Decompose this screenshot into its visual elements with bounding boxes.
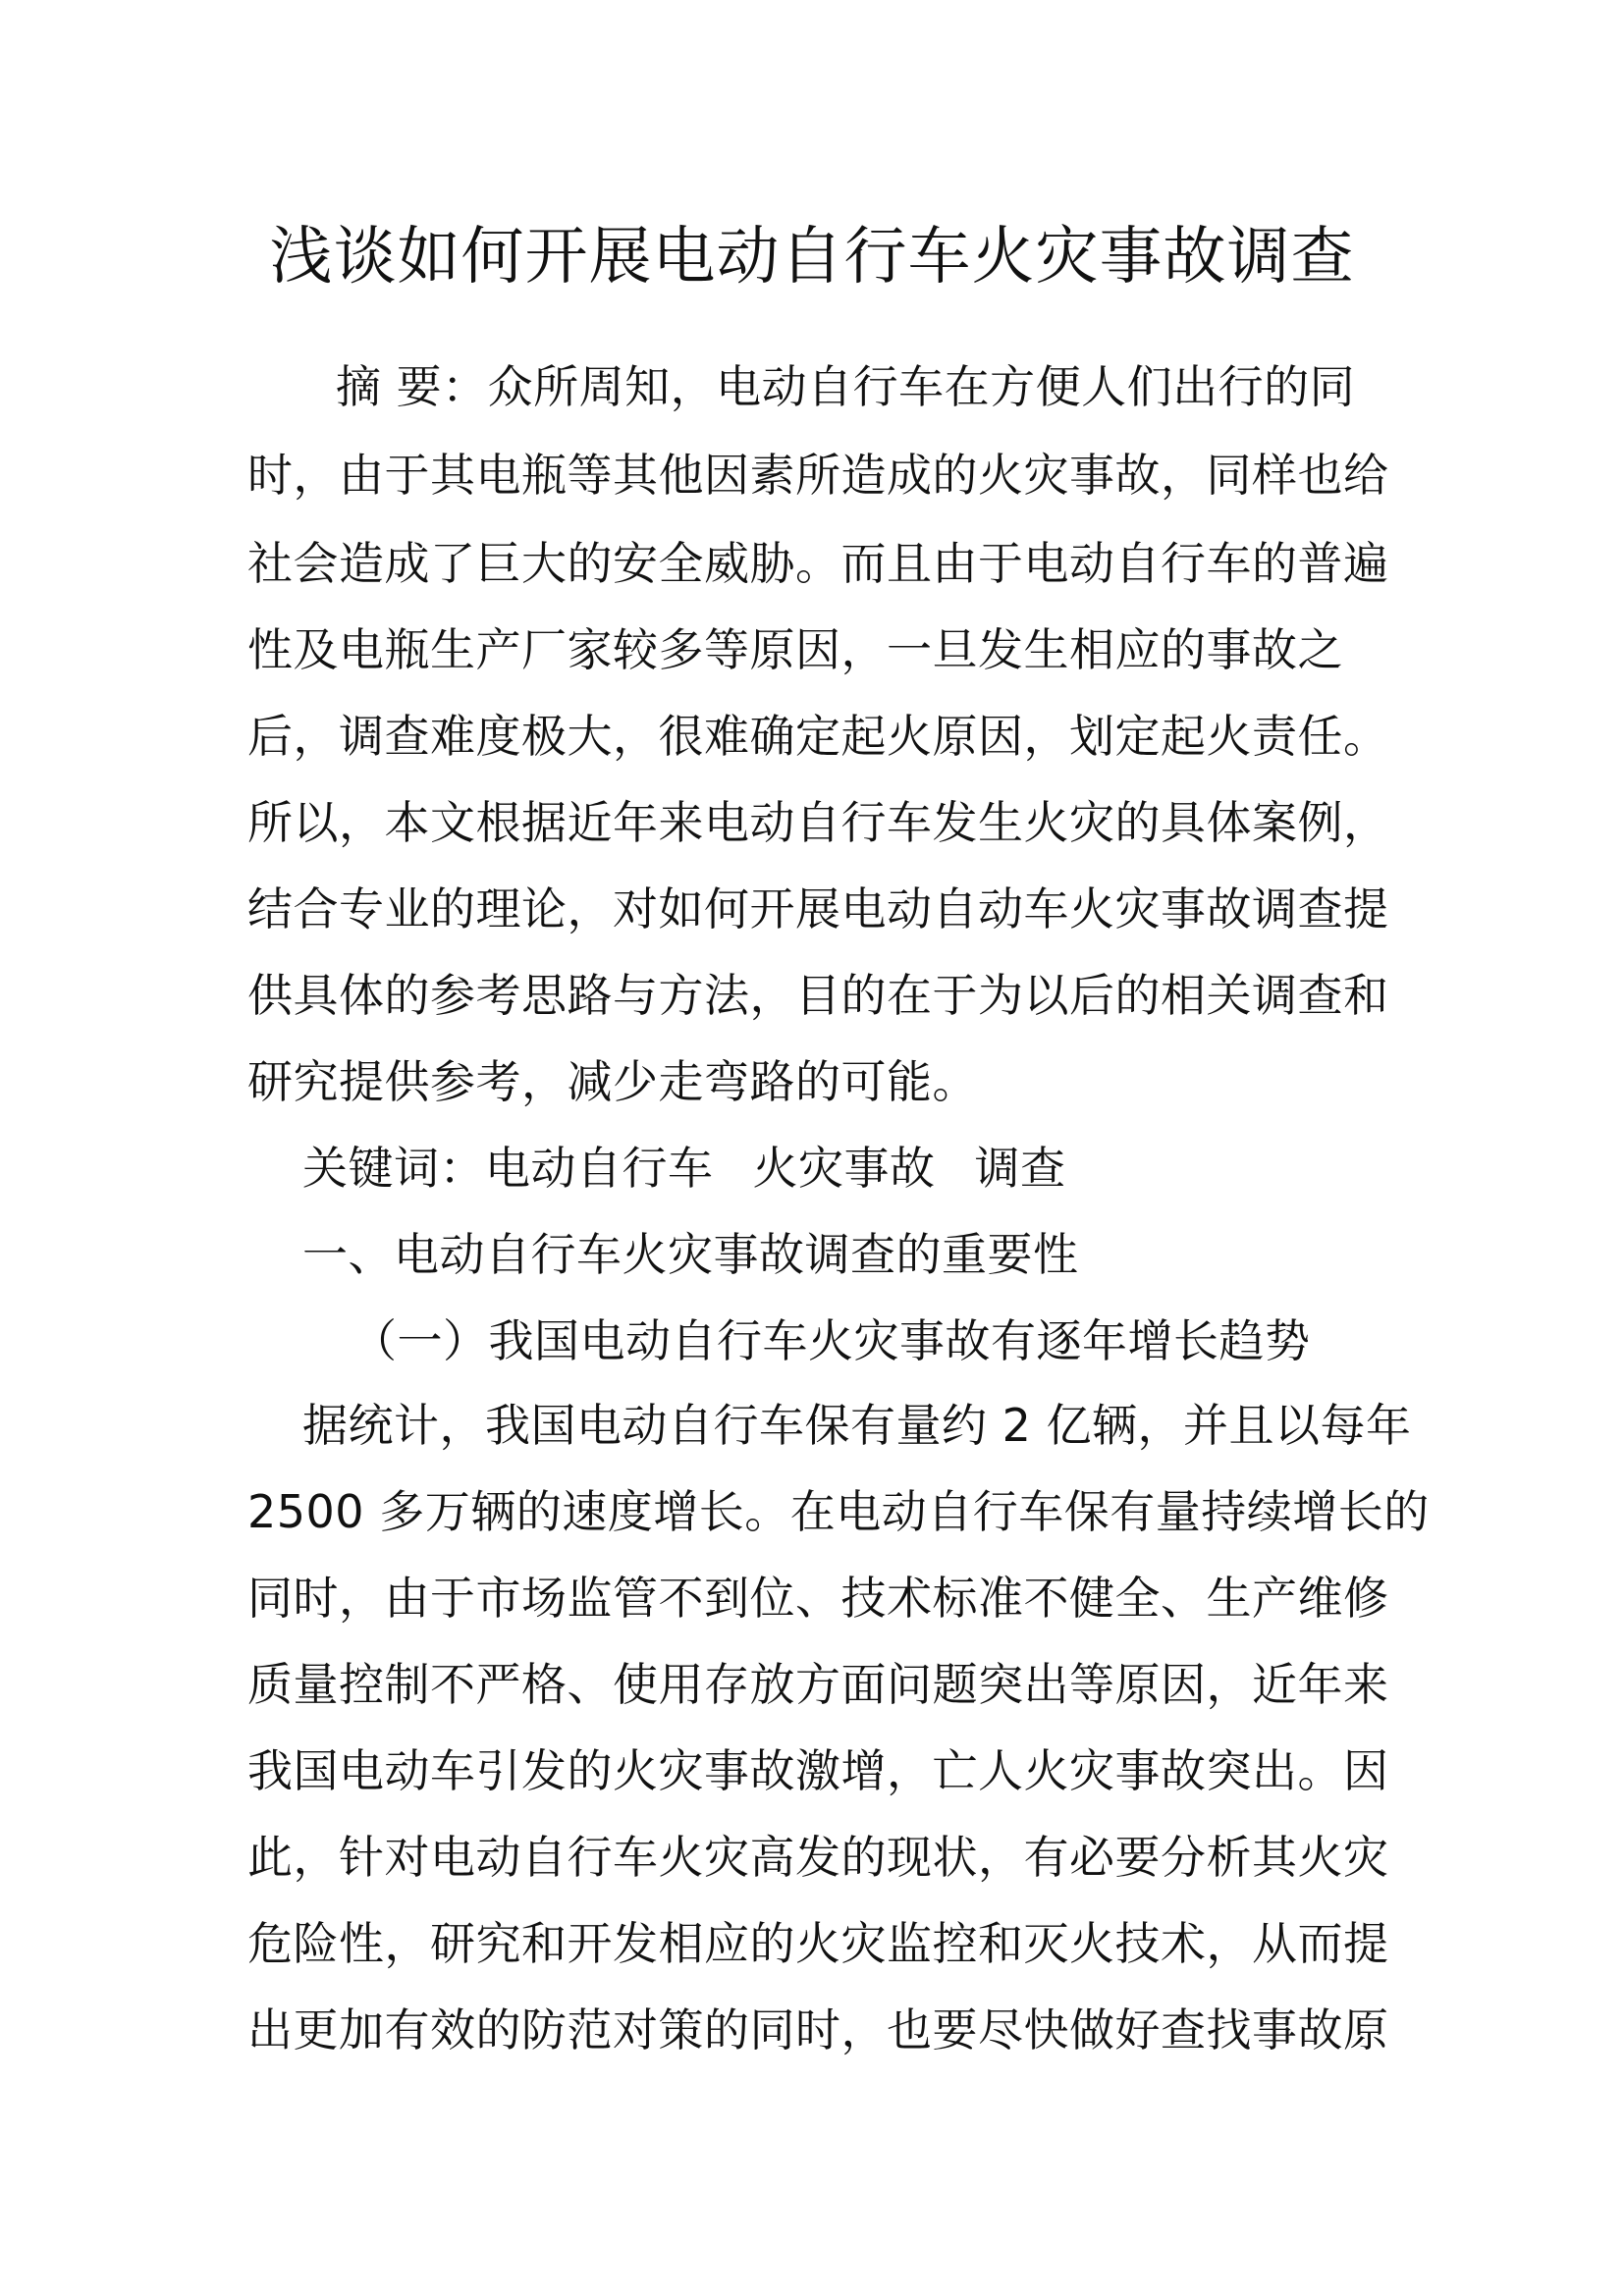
body-line-4: 质量控制不严格、使用存放方面问题突出等原因，近年来 [247, 1658, 1389, 1711]
body-line-7: 危险性，研究和开发相应的火灾监控和灭火技术，从而提 [247, 1917, 1389, 1970]
abstract-line-3: 社会造成了巨大的安全威胁。而且由于电动自行车的普遍 [247, 537, 1389, 590]
abstract-line-2: 时，由于其电瓶等其他因素所造成的火灾事故，同样也给 [247, 449, 1389, 502]
abstract-text: 众所周知，电动自行车在方便人们出行的同 [487, 360, 1356, 413]
document-title: 浅谈如何开展电动自行车火灾事故调查 [269, 221, 1355, 294]
body-line-1: 据统计，我国电动自行车保有量约 2 亿辆，并且以每年 [302, 1399, 1412, 1452]
abstract-line-4: 性及电瓶生产厂家较多等原因，一旦发生相应的事故之 [247, 623, 1343, 676]
abstract-line-9: 研究提供参考，减少走弯路的可能。 [247, 1055, 978, 1108]
section-heading: 一、电动自行车火灾事故调查的重要性 [302, 1228, 1079, 1281]
abstract-line-6: 所以，本文根据近年来电动自行车发生火灾的具体案例， [247, 796, 1389, 849]
body-line-2: 2500 多万辆的速度增长。在电动自行车保有量持续增长的 [247, 1485, 1430, 1538]
body-line-8: 出更加有效的防范对策的同时，也要尽快做好查找事故原 [247, 2003, 1389, 2056]
keywords-line [302, 1139, 1066, 1198]
abstract-line-5: 后，调查难度极大，很难确定起火原因，划定起火责任。 [247, 710, 1389, 763]
body-line-3: 同时，由于市场监管不到位、技术标准不健全、生产维修 [247, 1572, 1389, 1625]
keyword-item: 火灾事故 [752, 1142, 936, 1195]
keyword-item: 调查 [974, 1142, 1066, 1195]
body-line-5: 我国电动车引发的火灾事故激增，亡人火灾事故突出。因 [247, 1744, 1389, 1797]
keyword-item: 电动自行车 [485, 1142, 714, 1195]
body-line-6: 此，针对电动自行车火灾高发的现状，有必要分析其火灾 [247, 1831, 1389, 1884]
keywords-label: 关键词： [302, 1142, 485, 1195]
abstract-line-7: 结合专业的理论，对如何开展电动自动车火灾事故调查提 [247, 882, 1389, 935]
abstract-line-8: 供具体的参考思路与方法，目的在于为以后的相关调查和 [247, 969, 1389, 1022]
abstract-label: 摘 要： [336, 360, 488, 413]
abstract-line-1 [336, 357, 1355, 416]
subsection-heading: （一）我国电动自行车火灾事故有逐年增长趋势 [352, 1314, 1311, 1367]
